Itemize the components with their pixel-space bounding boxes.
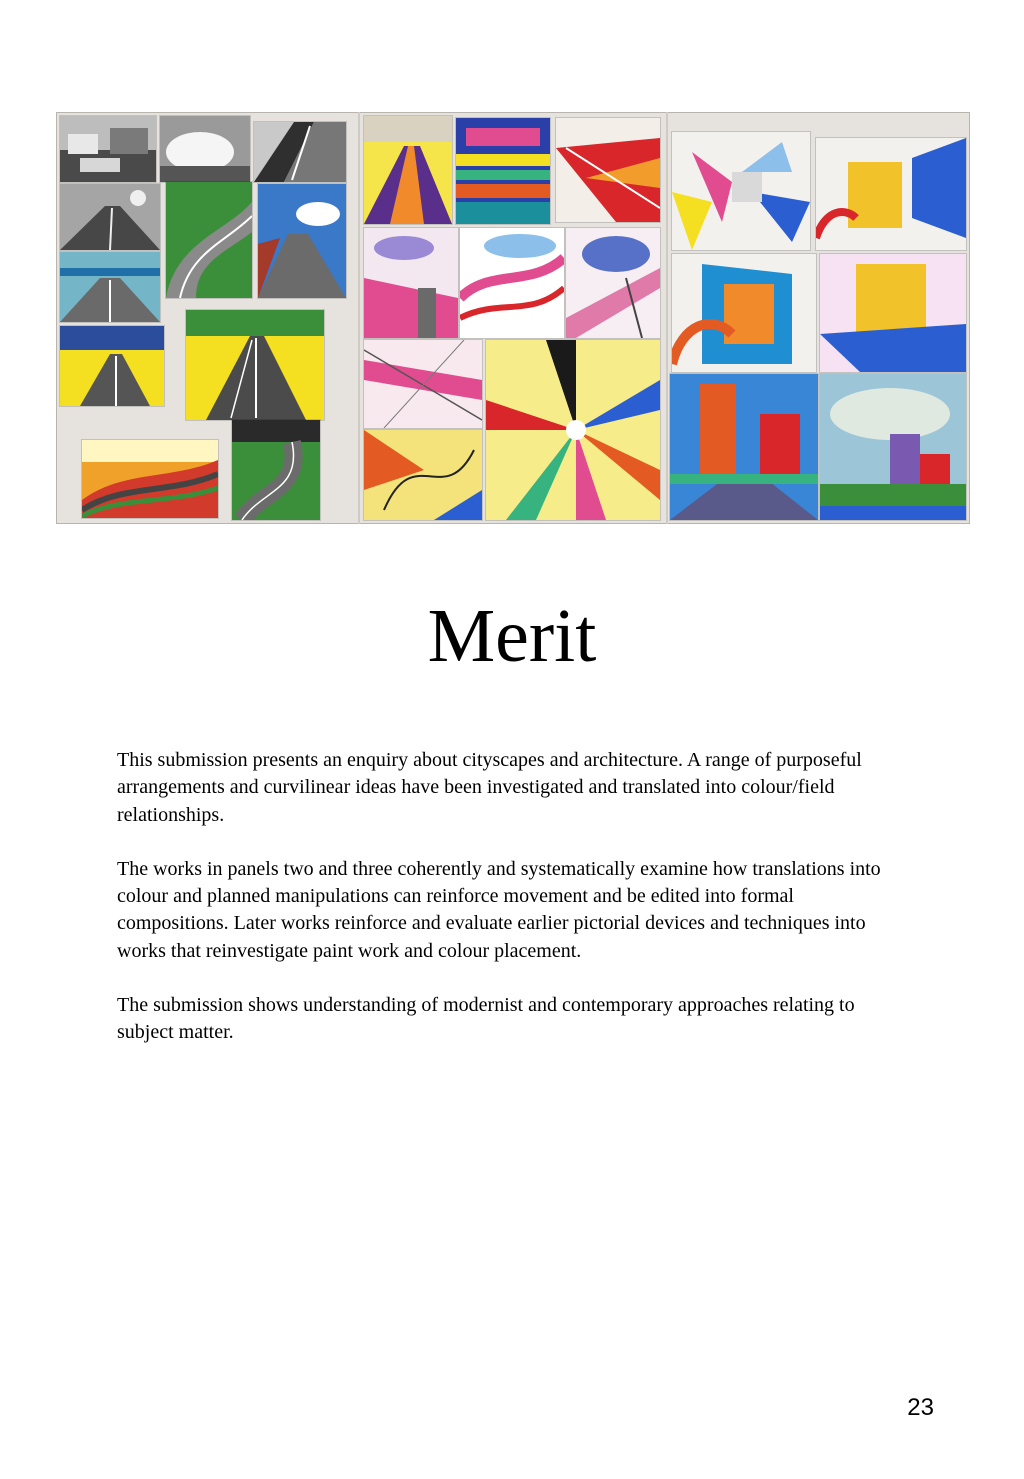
artwork-green-snake-road <box>232 420 320 520</box>
artwork-yellow-building-cone <box>816 138 966 250</box>
panel-divider <box>666 112 668 524</box>
artwork-bw-street <box>60 116 156 182</box>
artwork-stripe-abstract <box>456 118 550 224</box>
artwork-blue-sky-road <box>258 184 346 298</box>
page-title: Merit <box>427 594 597 678</box>
artwork-yellow-chaos <box>364 430 482 520</box>
page-number: 23 <box>907 1394 934 1421</box>
paragraph: The submission shows understanding of modernist and contemporary approaches relating to subject matter. <box>117 994 855 1044</box>
artwork-pink-lines <box>364 340 482 428</box>
artwork-board-photo <box>56 112 970 524</box>
artwork-skyline-clouds <box>820 374 966 520</box>
artwork-grey-road <box>60 184 160 250</box>
artwork-orange-city-street <box>670 374 818 520</box>
paragraph: This submission presents an enquiry about cityscapes and architecture. A range of purposeful arrangements and curvilinear ideas have been investigated and translated into colour/field relationships. <box>117 749 862 826</box>
artwork-yellow-tower-wedge <box>820 254 966 372</box>
paragraph: The works in panels two and three coherently and systematically examine how translations into colour and planned manipulations can reinforce movement and be edited into formal compositions. Later works reinforce and evaluate earlier pictorial devices and techniques into works that reinvestigate paint work and colour placement. <box>117 857 881 962</box>
artwork-bw-highway <box>254 122 346 182</box>
artwork-exploded-house <box>672 132 810 250</box>
artwork-blue-sky-ribbons <box>460 228 564 338</box>
artwork-bw-cloud <box>160 116 250 182</box>
artwork-yellow-field-highway <box>186 310 324 420</box>
artwork-green-curve-road <box>166 182 252 298</box>
artwork-purple-rainbow-road <box>364 116 452 224</box>
artwork-red-perspective <box>556 118 660 222</box>
artwork-pink-cloud-city <box>364 228 458 338</box>
artwork-blue-frame-building <box>672 254 816 372</box>
artwork-pink-structure <box>566 228 660 338</box>
panel-divider <box>358 112 360 524</box>
artwork-yellow-burst <box>486 340 660 520</box>
artwork-yellow-verge-road <box>60 326 164 406</box>
body-text <box>117 747 887 1074</box>
artwork-teal-motorway <box>60 252 160 322</box>
artwork-sunset-curves <box>82 440 218 518</box>
